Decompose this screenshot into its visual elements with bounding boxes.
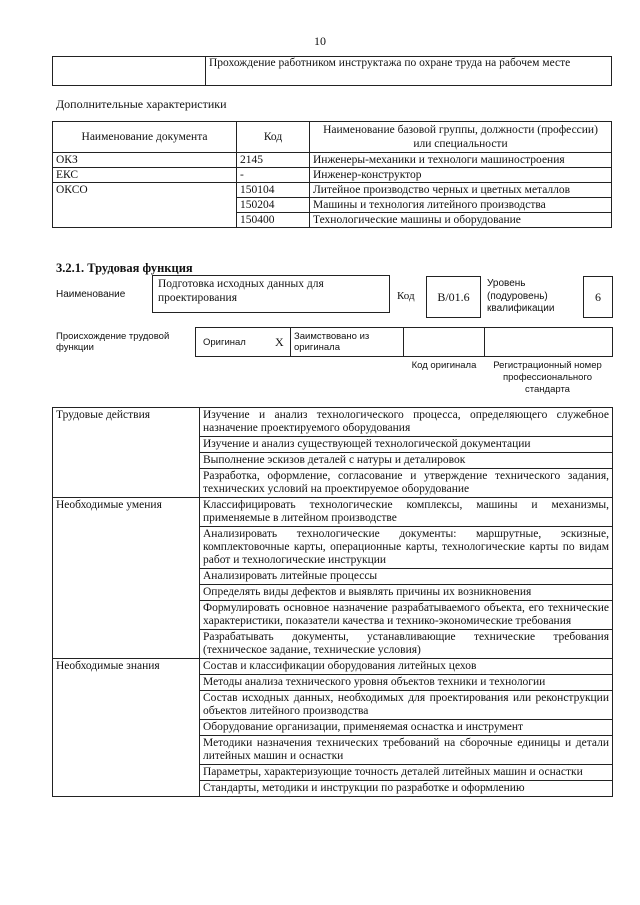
name-label: Наименование bbox=[56, 289, 126, 300]
list-item: Разрабатывать документы, устанавливающие технические требования (техническое задание, технические условия) bbox=[200, 630, 613, 659]
list-item: Изучение и анализ технологического процесса, определяющего служебное назначение проектируемого оборудования bbox=[200, 408, 613, 437]
list-item: Оборудование организации, применяемая оснастка и инструмент bbox=[200, 720, 613, 736]
doc-cell: ОКЗ bbox=[53, 153, 237, 168]
row-header-actions: Трудовые действия bbox=[53, 408, 200, 498]
top-table bbox=[52, 56, 612, 86]
name-cell: Инженеры-механики и технологи машиностроения bbox=[310, 153, 612, 168]
row-header-knowledge: Необходимые знания bbox=[53, 659, 200, 797]
name-cell: Инженер-конструктор bbox=[310, 168, 612, 183]
list-item: Классифицировать технологические комплексы, машины и механизмы, применяемые в литейном производстве bbox=[200, 498, 613, 527]
reg-number-box bbox=[484, 327, 613, 357]
code-label: Код bbox=[397, 290, 415, 302]
doc-cell: ЕКС bbox=[53, 168, 237, 183]
list-item: Выполнение эскизов деталей с натуры и деталировок bbox=[200, 453, 613, 469]
doc-cell: ОКСО bbox=[53, 183, 237, 228]
table-row bbox=[53, 153, 612, 168]
list-item: Разработка, оформление, согласование и утверждение технического задания, технических условий на проектируемое оборудование bbox=[200, 469, 613, 498]
code-value: B/01.6 bbox=[426, 276, 481, 318]
name-cell: Технологические машины и оборудование bbox=[310, 213, 612, 228]
code-original-label: Код оригинала bbox=[411, 360, 477, 371]
original-label: Оригинал bbox=[203, 337, 246, 348]
top-table-empty-cell bbox=[53, 57, 206, 86]
list-item: Изучение и анализ существующей технологической документации bbox=[200, 437, 613, 453]
header-doc: Наименование документа bbox=[53, 122, 237, 153]
additional-table bbox=[52, 121, 612, 228]
code-cell: 2145 bbox=[237, 153, 310, 168]
row-header-skills: Необходимые умения bbox=[53, 498, 200, 659]
top-table-text: Прохождение работником инструктажа по охране труда на рабочем месте bbox=[206, 57, 612, 86]
table-row bbox=[53, 168, 612, 183]
code-cell: 150400 bbox=[237, 213, 310, 228]
section-title: 3.2.1. Трудовая функция bbox=[56, 261, 193, 275]
table-row bbox=[53, 408, 613, 437]
list-item: Формулировать основное назначение разрабатываемого объекта, его технические характеристики, показатели качества и технико-экономические требования bbox=[200, 601, 613, 630]
list-item: Состав и классификации оборудования литейных цехов bbox=[200, 659, 613, 675]
borrowed-box bbox=[290, 327, 404, 357]
table-row bbox=[53, 498, 613, 527]
additional-title: Дополнительные характеристики bbox=[56, 97, 227, 111]
level-label: Уровень (подуровень) квалификации bbox=[487, 278, 555, 314]
level-value: 6 bbox=[583, 276, 613, 318]
original-mark: X bbox=[275, 335, 284, 349]
labor-function-table bbox=[52, 407, 613, 797]
code-cell: - bbox=[237, 168, 310, 183]
header-name: Наименование базовой группы, должности (профессии) или специальности bbox=[310, 122, 612, 153]
code-original-box bbox=[403, 327, 485, 357]
page-number: 10 bbox=[314, 34, 326, 48]
list-item: Параметры, характеризующие точность деталей литейных машин и оснастки bbox=[200, 765, 613, 781]
code-cell: 150104 bbox=[237, 183, 310, 198]
borrowed-label: Заимствовано из оригинала bbox=[294, 331, 370, 353]
table-row bbox=[53, 183, 612, 198]
name-cell: Машины и технология литейного производства bbox=[310, 198, 612, 213]
list-item: Анализировать технологические документы: маршрутные, эскизные, комплектовочные карты, операционные карты, технологические карты по видам работ и технологические инструкции bbox=[200, 527, 613, 569]
list-item: Состав исходных данных, необходимых для проектирования или реконструкции объектов литейного производства bbox=[200, 691, 613, 720]
code-cell: 150204 bbox=[237, 198, 310, 213]
list-item: Анализировать литейные процессы bbox=[200, 569, 613, 585]
header-code: Код bbox=[237, 122, 310, 153]
list-item: Методы анализа технического уровня объектов техники и технологии bbox=[200, 675, 613, 691]
name-cell: Литейное производство черных и цветных металлов bbox=[310, 183, 612, 198]
function-name-value: Подготовка исходных данных для проектирования bbox=[158, 278, 324, 304]
origin-label: Происхождение трудовой функции bbox=[56, 331, 170, 353]
original-box bbox=[195, 327, 291, 357]
function-name-box bbox=[152, 275, 390, 313]
list-item: Стандарты, методики и инструкции по разработке и оформлению bbox=[200, 781, 613, 797]
table-row bbox=[53, 659, 613, 675]
list-item: Определять виды дефектов и выявлять причины их возникновения bbox=[200, 585, 613, 601]
list-item: Методики назначения технических требований на сборочные единицы и детали литейных машин и оснастки bbox=[200, 736, 613, 765]
reg-number-label: Регистрационный номер профессионального стандарта bbox=[493, 360, 602, 395]
